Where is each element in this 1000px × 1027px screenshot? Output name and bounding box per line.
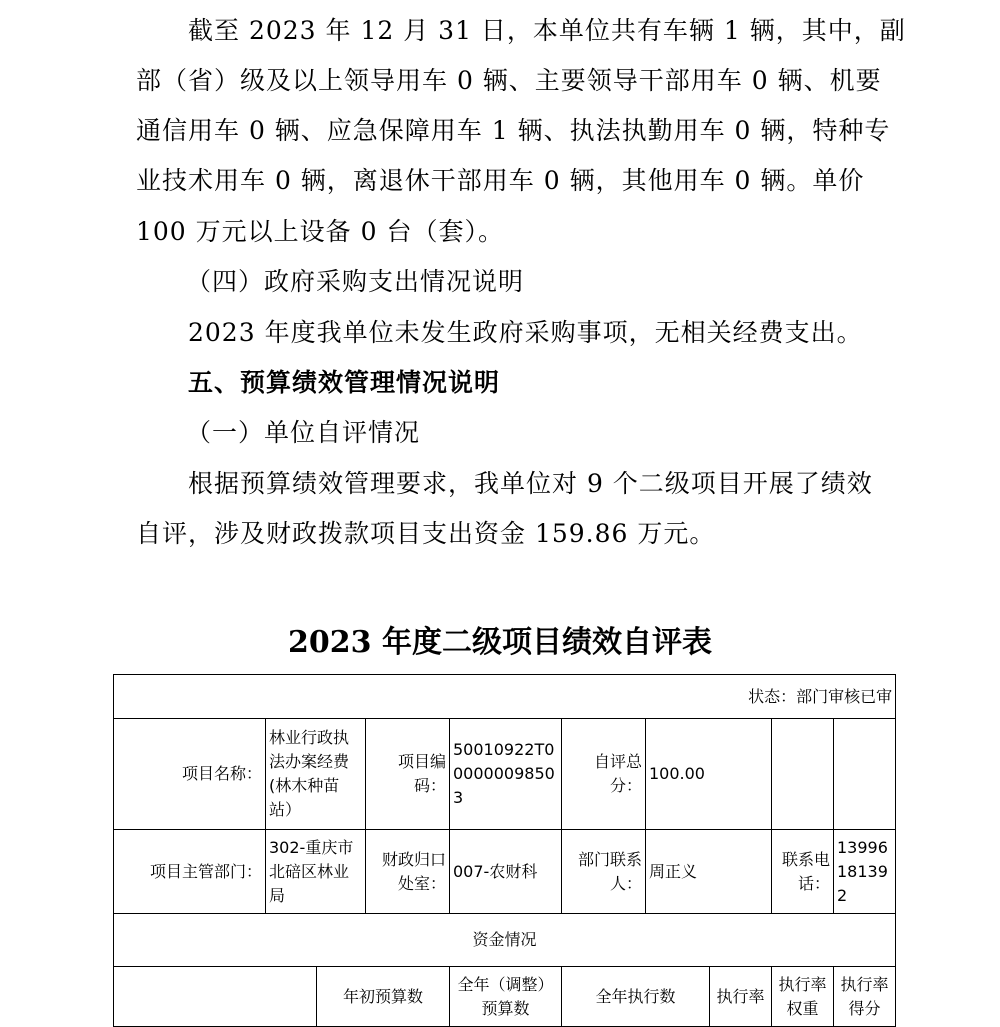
empty-cell (834, 719, 896, 830)
paragraph-self-evaluation-line-2: 自评，涉及财政拨款项目支出资金 159.86 万元。 (136, 519, 716, 548)
empty-cell (772, 719, 834, 830)
contact-label: 部门联系人： (562, 830, 646, 914)
status-cell: 状态：部门审核已审 (114, 675, 896, 719)
paragraph-vehicles-line-4: 业技术用车 0 辆，离退休干部用车 0 辆，其他用车 0 辆。单价 (136, 166, 865, 195)
table-title: 2023 年度二级项目绩效自评表 (288, 625, 712, 660)
dept-value: 302-重庆市北碚区林业局 (266, 830, 366, 914)
col-initial-budget: 年初预算数 (317, 967, 450, 1027)
col-exec-rate: 执行率 (710, 967, 772, 1027)
paragraph-vehicles-line-5: 100 万元以上设备 0 台（套）。 (136, 217, 504, 246)
project-name-value: 林业行政执法办案经费(林木种苗站） (266, 719, 366, 830)
paragraph-vehicles-line-2: 部（省）级及以上领导用车 0 辆、主要领导干部用车 0 辆、机要 (136, 66, 882, 95)
paragraph-procurement: 2023 年度我单位未发生政府采购事项，无相关经费支出。 (188, 318, 863, 347)
finance-label: 财政归口处室： (366, 830, 450, 914)
self-score-value: 100.00 (646, 719, 772, 830)
col-execution: 全年执行数 (562, 967, 710, 1027)
funds-header: 资金情况 (114, 914, 896, 967)
col-exec-weight: 执行率权重 (772, 967, 834, 1027)
empty-cell (114, 967, 317, 1027)
project-code-label: 项目编码： (366, 719, 450, 830)
heading-self-evaluation: （一）单位自评情况 (186, 418, 421, 447)
self-score-label: 自评总分： (562, 719, 646, 830)
phone-label: 联系电话： (772, 830, 834, 914)
project-name-label: 项目名称： (114, 719, 266, 830)
project-code-value: 50010922T000000098503 (450, 719, 562, 830)
paragraph-vehicles-line-1: 截至 2023 年 12 月 31 日，本单位共有车辆 1 辆，其中，副 (188, 16, 906, 45)
paragraph-vehicles-line-3: 通信用车 0 辆、应急保障用车 1 辆、执法执勤用车 0 辆，特种专 (136, 116, 891, 145)
contact-value: 周正义 (646, 830, 772, 914)
heading-performance-management: 五、预算绩效管理情况说明 (188, 368, 501, 397)
heading-procurement: （四）政府采购支出情况说明 (186, 267, 525, 296)
dept-label: 项目主管部门： (114, 830, 266, 914)
phone-value: 13996181392 (834, 830, 896, 914)
self-evaluation-table (113, 674, 896, 1027)
col-exec-score: 执行率得分 (834, 967, 896, 1027)
paragraph-self-evaluation-line-1: 根据预算绩效管理要求，我单位对 9 个二级项目开展了绩效 (188, 469, 873, 498)
finance-value: 007-农财科 (450, 830, 562, 914)
col-adjusted-budget: 全年（调整）预算数 (450, 967, 562, 1027)
